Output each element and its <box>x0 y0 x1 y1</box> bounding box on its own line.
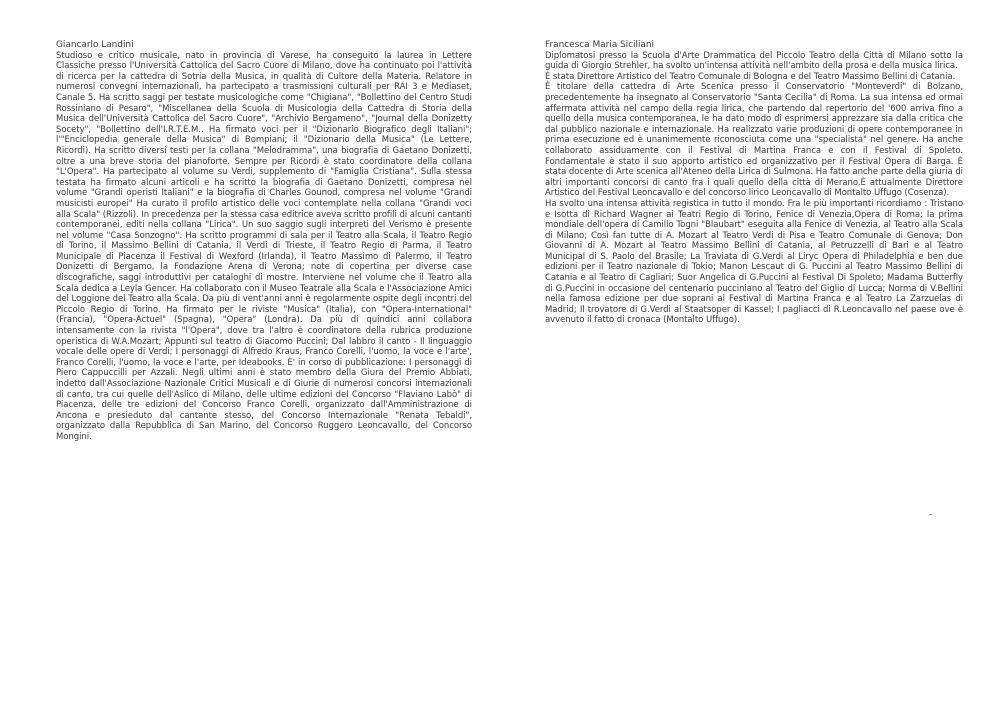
biography-paragraph: È stata Direttore Artistico del Teatro Comunale di Bologna e del Teatro Massimo Bellini di Catania. <box>545 71 956 82</box>
author-name-siciliani: Francesca Maria Siciliani <box>545 40 654 50</box>
biography-paragraph: Diplomatosi presso la Scuola d'Arte Drammatica del Piccolo Teatro della Città di Milano sotto la guida di Giorgio Strehler, ha svolto un'intensa attività nell'ambito della prosa e della musica lirica. <box>545 50 963 72</box>
author-name-landini: Giancarlo Landini <box>56 40 134 50</box>
biography-paragraph: Ha svolto una intensa attività registica in tutto il mondo. Fra le più importanti ricordiamo : Tristano e Isotta di Richard Wagner ai Teatri Regio di Torino, Fenice di Venezia,Opera di Roma; la prima mondiale dell'opera di Camillo Togni "Blaubart" eseguita alla Fenice di Venezia, al Teatro alla Scala di Milano; Così fan tutte di A. Mozart al Teatro Verdi di Pisa e Teatro Comunale di Genova; Don Giovanni di A. Mozart al Teatro Massimo Bellini di Catania, al Petruzzelli di Bari e al Teatro Municipal di S. Paolo del Brasile; La Traviata di G.Verdi al Liryc Opera di Philadelphia e ben due edizioni per il Teatro nazionale di Tokio; Manon Lescaut di G. Puccini al Teatro Massimo Bellini di Catania e al Teatro di Cagliari; Suor Angelica di G.Puccini al Festival Di Spoleto; Madama Butterfly di G.Puccini in occasione del centenario pucciniano al Teatro del Giglio di Lucca; Norma di V.Bellini nella famosa edizione per due soprani al Festival di Martina Franca e al Teatro La Zarzuelas di Madrid; Il trovatore di G.Verdi al Staatsoper di Kassel; I pagliacci di R.Leoncavallo nel paese ove è avvenuto il fatto di cronaca (Montalto Uffugo). <box>545 198 963 326</box>
biography-paragraph: Studioso e critico musicale, nato in provincia di Varese, ha conseguito la laurea in Lettere Classiche presso l'Università Cattolica del Sacro Cuore di Milano, dove ha continuato poi l'attività di ricerca per la cattedra di Sotria della Musica, in qualità di Cultore della Materia. Relatore in numerosi convegni internazionali, ha partecipato a trasmissioni culturali per RAI 3 e Mediaset, Canale 5. Ha scritto saggi per testate musicologiche come "Chigiana", "Bollettino del Centro Studi Rossiniano di Pesaro", "Miscellanea della Scuola di Musicologia della Cattedra di Storia della Musica dell'Università Cattolica del Sacro Cuore", "Archivio Bergameno", "Journal della Donizetty Socety", "Bollettino dell'I.R.T.E.M.. Ha firmato voci per il "Dizionario Biografico degli Italiani"; l'"Enciclopedia generale della Musica" di Bompiani; il "Dizionario della Musica" (Le Lettere, Ricordi). Ha scritto diversi testi per la collana "Melodramma", una biografia di Gaetano Donizetti, oltre a una breve storia del pianoforte. Sempre per Ricordi è stato coordinatore della collana "L'Opera". Ha partecipato al volume su Verdi, supplemento di "Famiglia Cristiana". Sulla stessa testata ha firmato alcuni articoli e ha scritto la biografia di Gaetano Donizetti, compresa nel volume "Grandi operisti Italiani" e la biografia di Charles Gounod, compresa nel volume "Grandi musicisti europei" Ha curato il profilo artistico delle voci contemplate nella collana "Grandi voci alla Scala" (Rizzoli). In precedenza per la stessa casa editrice aveva scritto profili di alcuni cantanti contemporanei, editi nella collana "Lirica". Un suo saggio sugli interpreti del Verismo è presente nel volume "Casa Sonzogno". Ha scritto programmi di sala per il Teatro alla Scala, il Teatro Regio di Torino, il Massimo Bellini di Catania, il Verdi di Trieste, il Teatro Regio di Parma, il Teatro Municipale di Piacenza il Festival di Wexford (Irlanda), il Teatro Massimo di Palermo, il Teatro Donizetti di Bergamo, la Fondazione Arena di Verona; note di copertina per diverse case discografiche, saggi introduttivi per cataloghi di mostre. Interviene nel volume che il Teatro alla Scala dedica a Leyla Gencer. Ha collaborato con il Museo Teatrale alla Scala e l'Associazione Amici del Loggione del Teatro alla Scala. Da più di vent'anni anni è regolarmente ospite degli incontri del Piccolo Regio di Torino. Ha firmato per le riviste "Musica" (Italia), con "Opera-International" (Francia), "Opera-Actuel" (Spagna), "Opera" (Londra). Da più di quindici anni collabora intensamente con la rivista "l'Opera", dove tra l'altro è coordinatore della rubrica produzione operistica di W.A.Mozart; Appunti sul teatro di Giacomo Puccini; Dal labbro il canto - Il linguaggio vocale delle opere di Verdi; I personaggi di Alfredo Kraus, Franco Corelli, l'uomo, la voce e l'arte', Franco Corelli, l'uomo, la voce e l'arte, per Ideabooks. E' in corso di pubblicazione: I personaggi di Piero Cappuccilli per Azzali. Negli ultimi anni è stato membro della Giura del Premio Abbiati, indetto dall'Associazione Nazionale Critici Musicali e di Giurie di numerosi concorsi internazionali di canto, tra cui quelle dell'Aslico di Milano, delle ultime edizioni del Concorso "Flaviano Labò" di Piacenza, delle tre edizioni del Concorso Franco Corelli, organizzato dall'Amministrazione di Ancona e presieduto dal cantante stesso, del Concorso Internazionale "Renata Tebaldi", organizzato dalla Repubblica di San Marino, del Concorso Ruggero Leoncavallo, del Concorso Mongini. <box>56 50 472 442</box>
right-biography-column <box>545 40 963 326</box>
biography-paragraph: È titolare della cattedra di Arte Scenica presso il Conservatorio "Monteverdi" di Bolzano, precedentemente ha insegnato al Conservatorio "Santa Cecilia" di Roma. La sua intensa ed ormai affermata attività nel campo della regia lirica, che partendo dal repertorio del '600 arriva fino a quello della musica contemporanea, le ha dato modo di esprimersi apprezzare sia dalla critica che dal pubblico nazionale e internazionale. Ha realizzato varie produzioni di opere contemporanee in prima esecuzione ed è unanimemente riconosciuta come una "specialista" nel genere. Ha anche collaborato assiduamente con il Festival di Martina Franca e con il Festival di Spoleto. Fondamentale è stato il suo apporto artistico ed organizzativo per il Festival Opera di Barga. È stata docente di Arte scenica all'Ateneo della Lirica di Sulmona. Ha fatto anche parte della giuria di altri importanti concorsi di canto fra i quali quello della città di Merano.È attualmente Direttore Artistico del Festival Leoncavallo e del concorso lirico Leoncavallo di Montalto Uffugo (Cosenza). <box>545 82 963 199</box>
left-biography-column <box>56 40 472 443</box>
page-mark: - <box>929 510 933 520</box>
